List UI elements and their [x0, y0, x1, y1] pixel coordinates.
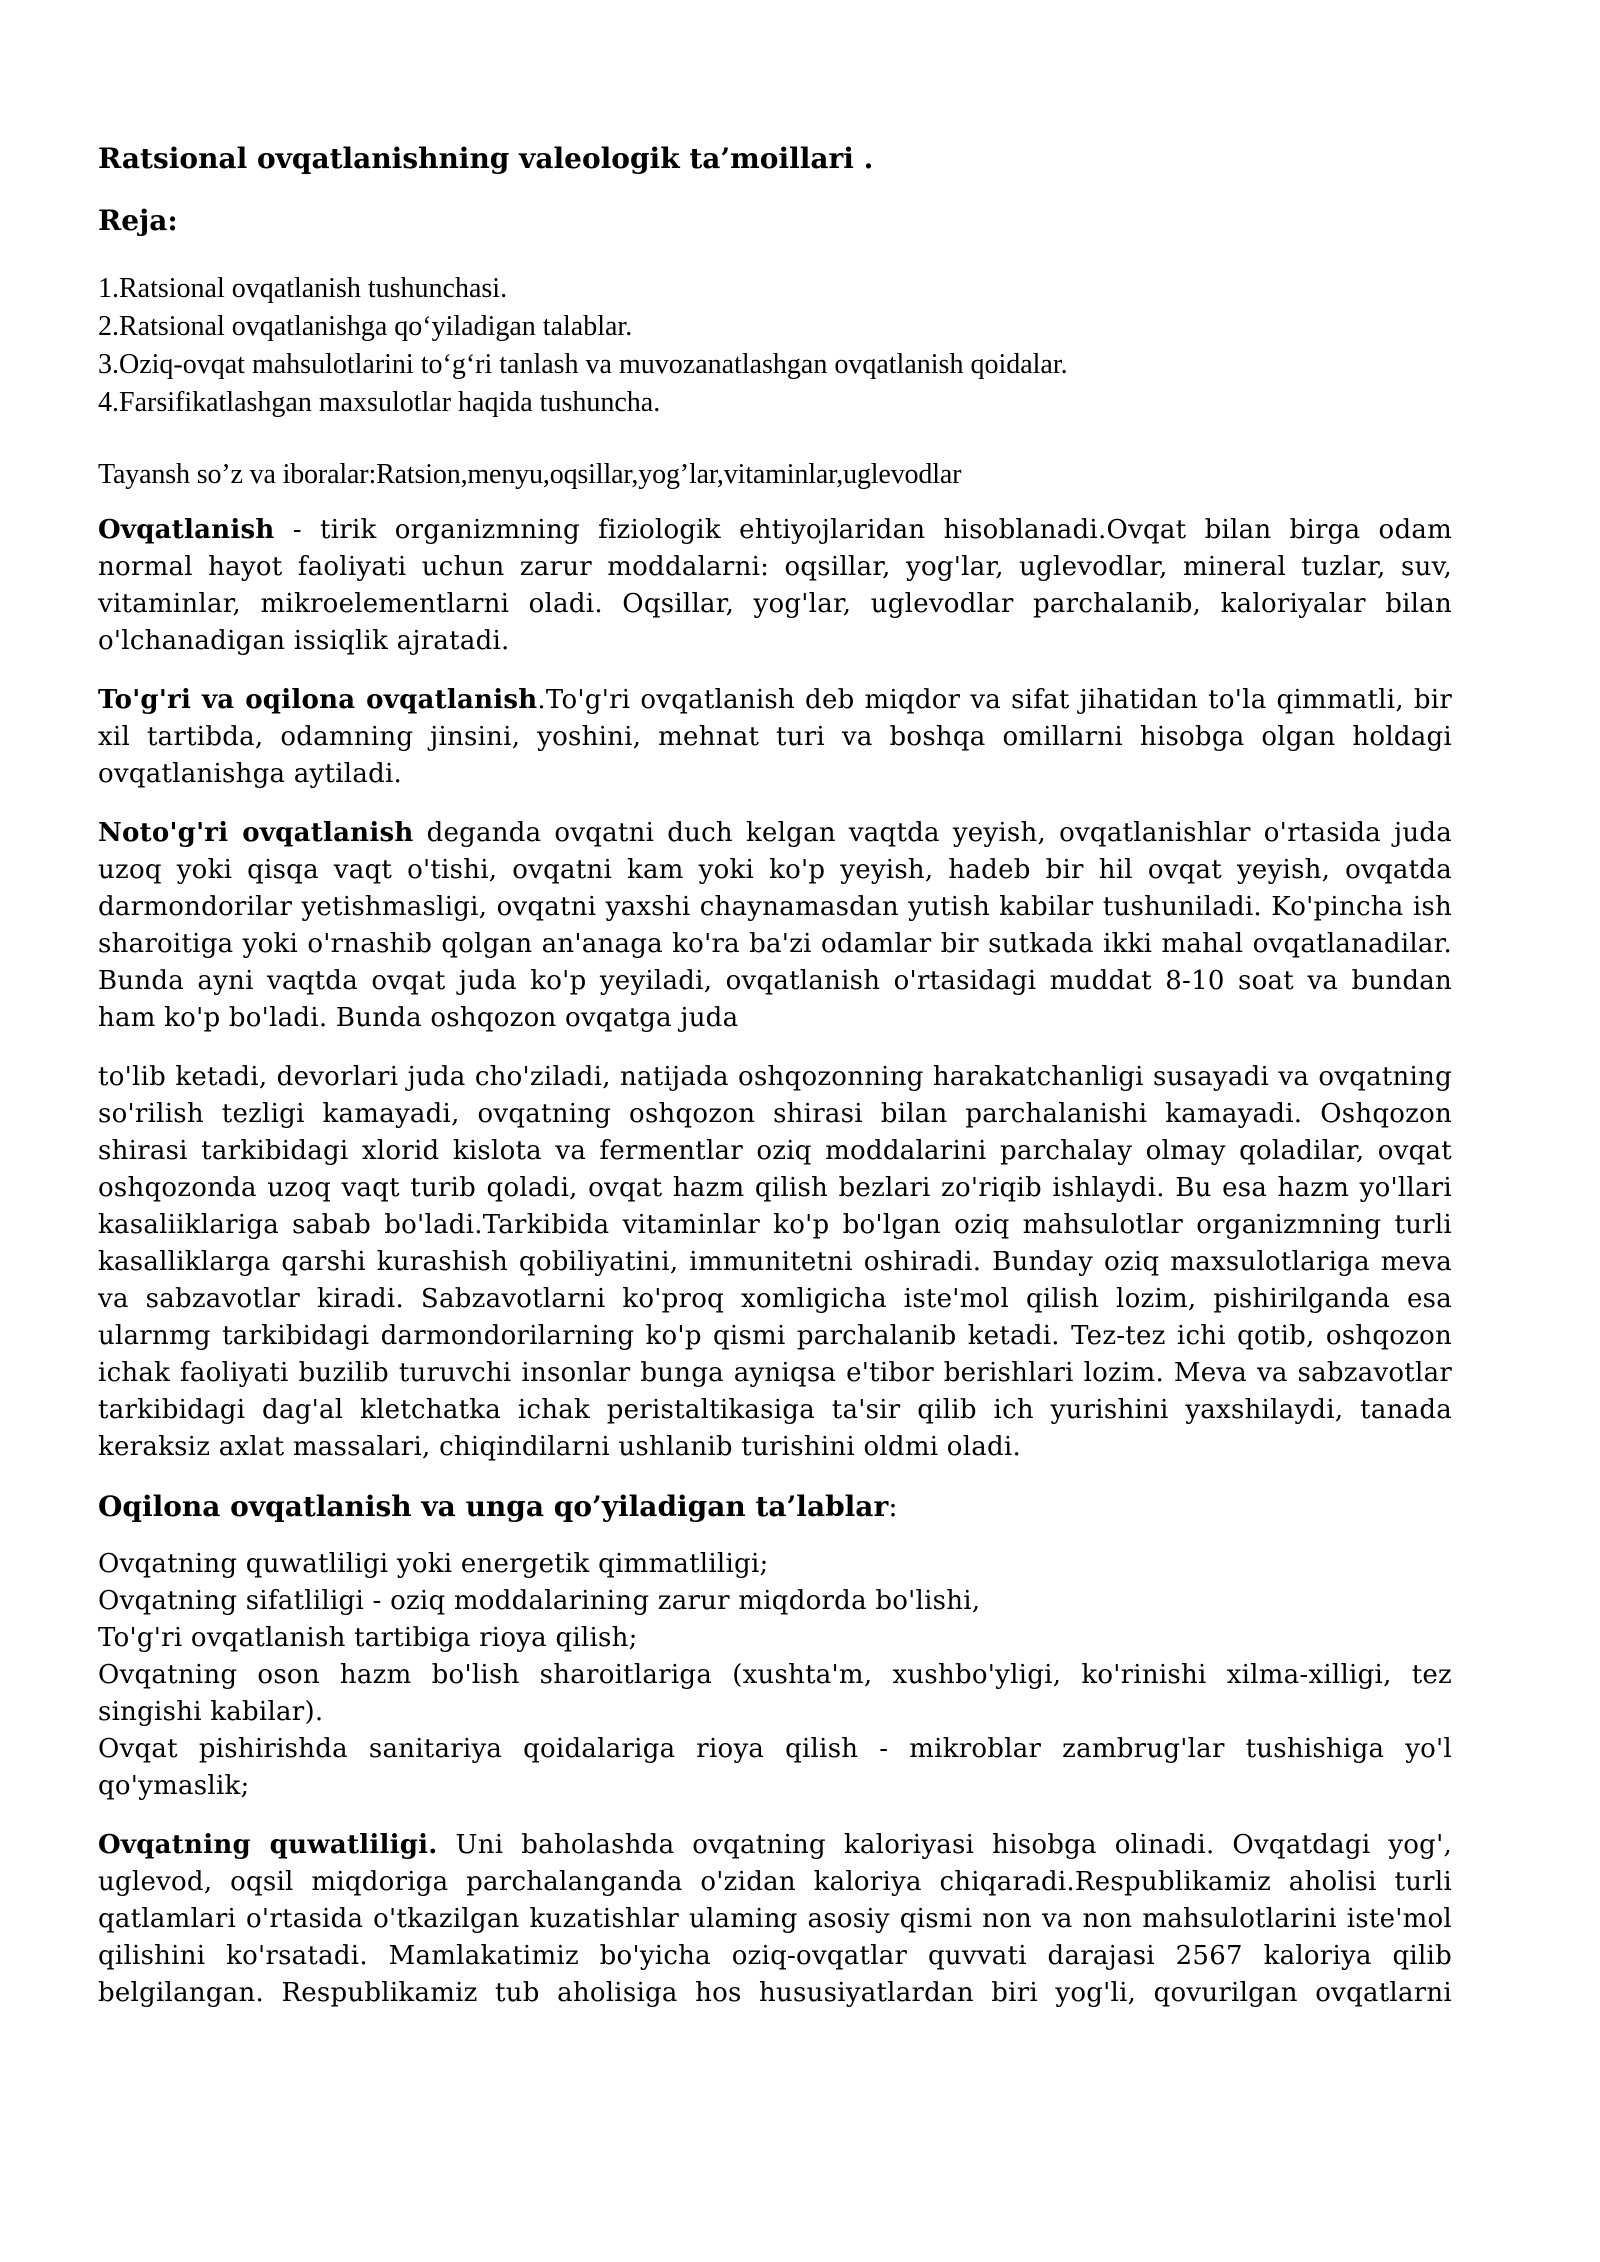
paragraph-text: - tirik organizmning fiziologik ehtiyojlaridan hisoblanadi.Ovqat bilan birga odam normal hayot faoliyati uchun zarur moddalarni: oqsillar, yog'lar, uglevodlar, mineral tuzlar, suv, vitaminlar, mikroelementlarni oladi. Oqsillar, yog'lar, uglevodlar parchalanib, kaloriyalar bilan o'lchanadigan issiqlik ajratadi.: [98, 515, 1452, 656]
plan-item: 2.Ratsional ovqatlanishga qo‘yiladigan talablar.: [98, 311, 633, 342]
keywords-line: Tayansh so’z va iboralar:Ratsion,menyu,oqsillar,yog’lar,vitaminlar,uglevodlar: [98, 459, 962, 490]
paragraph-nutrition-definition: [98, 512, 1452, 660]
paragraph-text: .To'g'ri ovqatlanish deb miqdor va sifat jihatidan to'la qimmatli, bir xil tartibda, odamning jinsini, yoshini, mehnat turi va boshqa omillarni hisobga olgan holdagi ovqatlanishga aytiladi.: [98, 685, 1452, 789]
plan-heading: Reja:: [98, 204, 178, 237]
section-heading-requirements: [98, 1488, 1452, 1526]
term-bold: Ovqatlanish: [98, 515, 275, 545]
requirement-item: Ovqatning sifatliligi - oziq moddalarining zarur miqdorda bo'lishi,: [98, 1586, 981, 1616]
paragraph-text: Uni baholashda ovqatning kaloriyasi hisobga olinadi. Ovqatdagi yog', uglevod, oqsil miqdoriga parchalanganda o'zidan kaloriya chiqaradi.Respublikamiz aholisi turli qatlamlari o'rtasida o'tkazilgan kuzatishlar ulaming asosiy qismi non va non mahsulotlarini iste'mol qilishini ko'rsatadi. Mamlakatimiz bo'yicha oziq-ovqatlar quvvati darajasi 2567 kaloriya qilib belgilangan. Respublikamiz tub aholisiga hos hususiyatlardan biri yog'li, qovurilgan ovqatlarni: [98, 1830, 1452, 2008]
plan-item: 4.Farsifikatlashgan maxsulotlar haqida tushuncha.: [98, 387, 661, 418]
section-heading-bold: Oqilona ovqatlanish va unga qo’yiladigan ta’lablar: [98, 1490, 889, 1523]
paragraph-improper-nutrition: [98, 815, 1452, 1037]
plan-item: 1.Ratsional ovqatlanish tushunchasi.: [98, 273, 508, 304]
requirement-item: Ovqatning quwatliligi yoki energetik qimmatliligi;: [98, 1549, 769, 1579]
term-bold: Noto'g'ri ovqatlanish: [98, 818, 414, 848]
section-heading-tail: :: [888, 1490, 898, 1523]
requirement-item: To'g'ri ovqatlanish tartibiga rioya qilish;: [98, 1623, 638, 1653]
term-bold: Ovqatning quwatliligi.: [98, 1830, 438, 1860]
requirement-item: Ovqat pishirishda sanitariya qoidalariga rioya qilish - mikroblar zambrug'lar tushishiga yo'l qo'ymaslik;: [98, 1734, 1452, 1801]
paragraph-proper-nutrition: [98, 682, 1452, 793]
plan-list: [98, 270, 1452, 422]
requirement-item: Ovqatning oson hazm bo'lish sharoitlariga (xushta'm, xushbo'yligi, ko'rinishi xilma-xilligi, tez singishi kabilar).: [98, 1660, 1452, 1727]
requirements-list: [98, 1546, 1452, 1805]
document-page: [98, 140, 1452, 2034]
plan-item: 3.Oziq-ovqat mahsulotlarini to‘g‘ri tanlash va muvozanatlashgan ovqatlanish qoidalar.: [98, 349, 1068, 380]
term-bold: To'g'ri va oqilona ovqatlanish: [98, 685, 538, 715]
paragraph-text: deganda ovqatni duch kelgan vaqtda yeyish, ovqatlanishlar o'rtasida juda uzoq yoki qisqa vaqt o'tishi, ovqatni kam yoki ko'p yeyish, hadeb bir hil ovqat yeyish, ovqatda darmondorilar yetishmasligi, ovqatni yaxshi chaynamasdan yutish kabilar tushuniladi. Ko'pincha ish sharoitiga yoki o'rnashib qolgan an'anaga ko'ra ba'zi odamlar bir sutkada ikki mahal ovqatlanadilar. Bunda ayni vaqtda ovqat juda ko'p yeyiladi, ovqatlanish o'rtasidagi muddat 8-10 soat va bundan ham ko'p bo'ladi. Bunda oshqozon ovqatga juda: [98, 818, 1453, 1033]
paragraph-food-energy: [98, 1827, 1452, 2012]
paragraph-stomach-effects: to'lib ketadi, devorlari juda cho'ziladi, natijada oshqozonning harakatchanligi susayadi va ovqatning so'rilish tezligi kamayadi, ovqatning oshqozon shirasi bilan parchalanishi kamayadi. Oshqozon shirasi tarkibidagi xlorid kislota va fermentlar oziq moddalarini parchalay olmay qoladilar, ovqat oshqozonda uzoq vaqt turib qoladi, ovqat hazm qilish bezlari zo'riqib ishlaydi. Bu esa hazm yo'llari kasaliiklariga sabab bo'ladi.Tarkibida vitaminlar ko'p bo'lgan oziq mahsulotlar organizmning turli kasalliklarga qarshi kurashish qobiliyatini, immunitetni oshiradi. Bunday oziq maxsulotlariga meva va sabzavotlar kiradi. Sabzavotlarni ko'proq xomligicha iste'mol qilish lozim, pishirilganda esa ularnmg tarkibidagi darmondorilarning ko'p qismi parchalanib ketadi. Tez-tez ichi qotib, oshqozon ichak faoliyati buzilib turuvchi insonlar bunga ayniqsa e'tibor berishlari lozim. Meva va sabzavotlar tarkibidagi dag'al kletchatka ichak peristaltikasiga ta'sir qilib ich yurishini yaxshilaydi, tanada keraksiz axlat massalari, chiqindilarni ushlanib turishini oldmi oladi.: [98, 1062, 1452, 1462]
document-title: Ratsional ovqatlanishning valeologik ta’moillari .: [98, 142, 874, 175]
